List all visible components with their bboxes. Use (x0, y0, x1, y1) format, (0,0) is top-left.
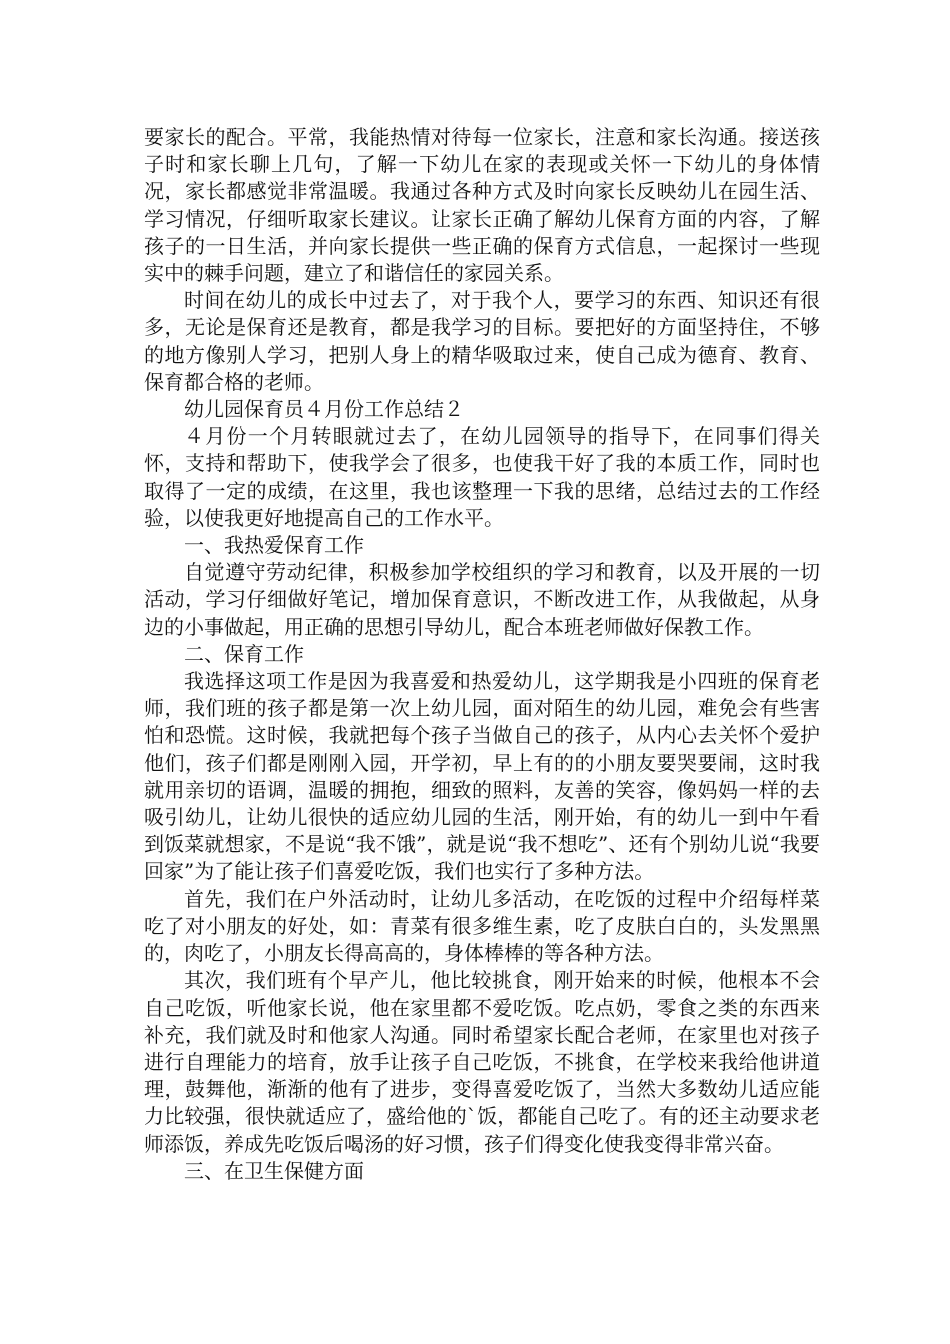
document-body (144, 124, 820, 1185)
paragraph-parent-cooperation: 要家长的配合。平常，我能热情对待每一位家长，注意和家长沟通。接送孩子时和家长聊上几句，了解一下幼儿在家的表现或关怀一下幼儿的身体情况，家长都感觉非常温暖。我通过各种方式及时向家长反映幼儿在园生活、学习情况，仔细听取家长建议。让家长正确了解幼儿保育方面的内容，了解孩子的一日生活，并向家长提供一些正确的保育方式信息，一起探讨一些现实中的棘手问题，建立了和谐信任的家园关系。 (144, 125, 820, 286)
paragraph-second: 其次，我们班有个早产儿，他比较挑食，刚开始来的时候，他根本不会自己吃饭，听他家长说，他在家里都不爱吃饭。吃点奶，零食之类的东西来补充，我们就及时和他家人沟通。同时希望家长配合老师，在家里也对孩子进行自理能力的培育，放手让孩子自己吃饭，不挑食，在学校来我给他讲道理，鼓舞他，渐渐的他有了进步，变得喜爱吃饭了，当然大多数幼儿适应能力比较强，很快就适应了，盛给他的`饭，都能自己吃了。有的还主动要求老师添饭，养成先吃饭后喝汤的好习惯，孩子们得变化使我变得非常兴奋。 (144, 968, 820, 1156)
paragraph-discipline: 自觉遵守劳动纪律，积极参加学校组织的学习和教育，以及开展的一切活动，学习仔细做好笔记，增加保育意识，不断改进工作，从我做起，从身边的小事做起，用正确的思想引导幼儿，配合本班老师做好保教工作。 (144, 560, 820, 639)
heading-love-childcare: 一、我热爱保育工作 (184, 533, 364, 558)
heading-childcare-work: 二、保育工作 (184, 641, 304, 666)
paragraph-personal-growth: 时间在幼儿的成长中过去了，对于我个人，要学习的东西、知识还有很多，无论是保育还是教育，都是我学习的目标。要把好的方面坚持住，不够的地方像别人学习，把别人身上的精华吸取过来，使自己成为德育、教育、保育都合格的老师。 (144, 288, 820, 394)
paragraph-choose-work: 我选择这项工作是因为我喜爱和热爱幼儿，这学期我是小四班的保育老师，我们班的孩子都是第一次上幼儿园，面对陌生的幼儿园，难免会有些害怕和恐慌。这时候，我就把每个孩子当做自己的孩子，从内心去关怀个爱护他们，孩子们都是刚刚入园，开学初，早上有的的小朋友要哭要闹，这时我就用亲切的语调，温暖的拥抱，细致的照料，友善的笑容，像妈妈一样的去吸引幼儿，让幼儿很快的适应幼儿园的生活，刚开始，有的幼儿一到中午看到饭菜就想家，不是说“我不饿”，就是说“我不想吃”、还有个别幼儿说“我要回家”为了能让孩子们喜爱吃饭，我们也实行了多种方法。 (144, 669, 820, 884)
paragraph-first: 首先，我们在户外活动时，让幼儿多活动，在吃饭的过程中介绍每样菜吃了对小朋友的好处，如：青菜有很多维生素，吃了皮肤白白的，头发黑黑的，肉吃了，小朋友长得高高的，身体棒棒的等各种方法。 (144, 886, 820, 966)
section-title-april-summary: 幼儿园保育员４月份工作总结２ (184, 397, 464, 422)
heading-health-care: 三、在卫生保健方面 (184, 1158, 364, 1183)
paragraph-april-intro: ４月份一个月转眼就过去了，在幼儿园领导的指导下，在同事们得关怀，支持和帮助下，使我学会了很多，也使我干好了我的本质工作，同时也取得了一定的成绩，在这里，我也该整理一下我的思绪，总结过去的工作经验，以使我更好地提高自己的工作水平。 (144, 424, 820, 530)
